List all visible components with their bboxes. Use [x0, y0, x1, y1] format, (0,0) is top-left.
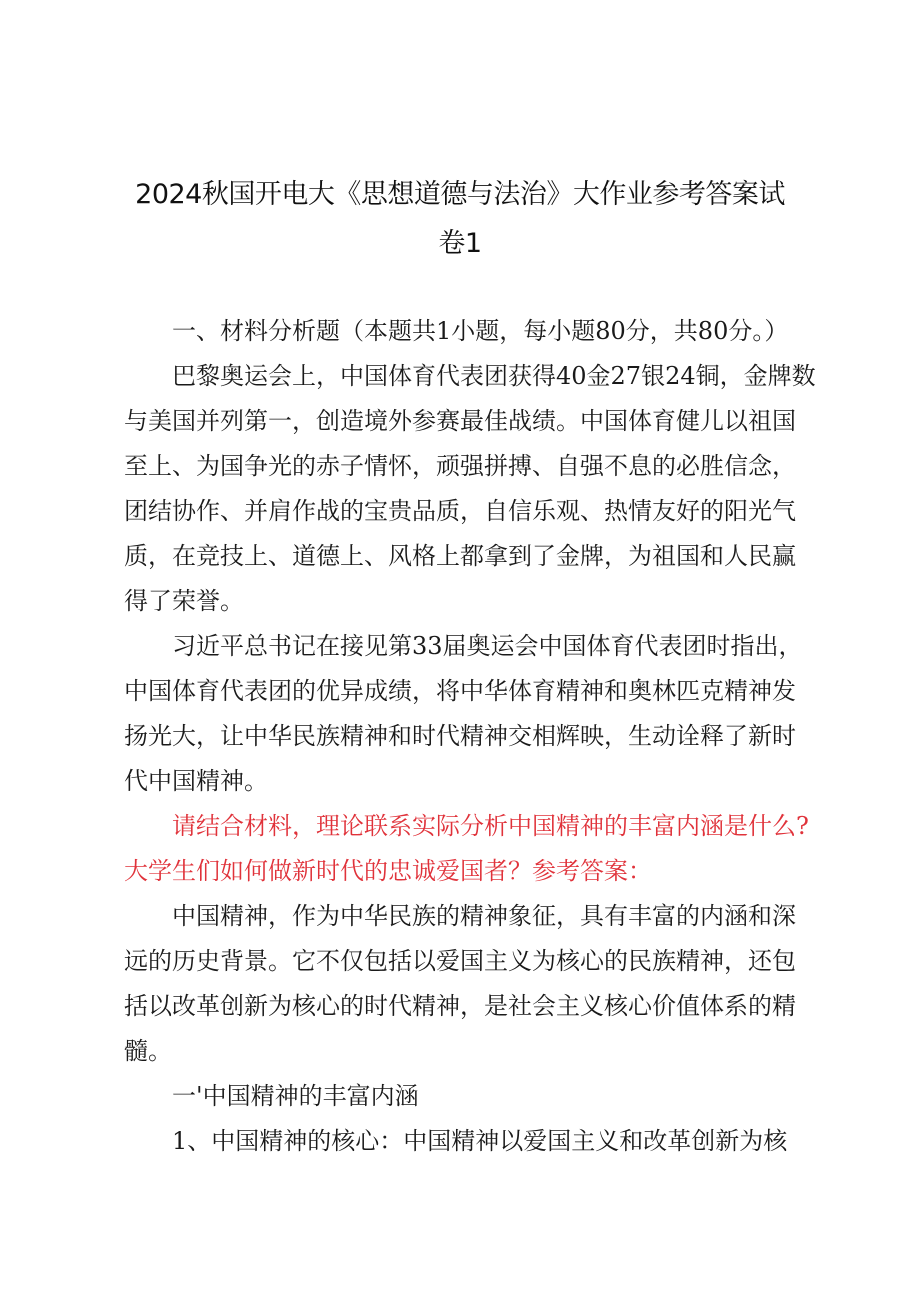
paragraph-line: 扬光大，让中华民族精神和时代精神交相辉映，生动诠释了新时 — [124, 722, 796, 750]
paragraph-line: 中国体育代表团的优异成绩，将中华体育精神和奥林匹克精神发 — [124, 677, 796, 705]
answer-line: 1、中国精神的核心：中国精神以爱国主义和改革创新为核 — [172, 1127, 788, 1155]
paragraph-line: 团结协作、并肩作战的宝贵品质，自信乐观、热情友好的阳光气 — [124, 497, 796, 525]
answer-line: 中国精神，作为中华民族的精神象征，具有丰富的内涵和深 — [172, 902, 796, 930]
document-title-line-2: 卷1 — [438, 228, 482, 259]
paragraph-line: 代中国精神。 — [124, 767, 268, 795]
question-line: 大学生们如何做新时代的忠诚爱国者？参考答案： — [124, 857, 652, 885]
section-heading: 一、材料分析题（本题共1小题，每小题80分，共80分。） — [172, 317, 789, 345]
subsection-heading: 一'中国精神的丰富内涵 — [172, 1082, 419, 1110]
paragraph-line: 质，在竞技上、道德上、风格上都拿到了金牌，为祖国和人民赢 — [124, 542, 796, 570]
paragraph-line: 至上、为国争光的赤子情怀，顽强拼搏、自强不息的必胜信念， — [124, 452, 796, 480]
answer-line: 远的历史背景。它不仅包括以爱国主义为核心的民族精神，还包 — [124, 947, 796, 975]
paragraph-line: 习近平总书记在接见第33届奥运会中国体育代表团时指出， — [172, 632, 803, 660]
paragraph-line: 得了荣誉。 — [124, 587, 244, 615]
document-title-line-1: 2024秋国开电大《思想道德与法治》大作业参考答案试 — [135, 179, 785, 210]
paragraph-line: 与美国并列第一，创造境外参赛最佳战绩。中国体育健儿以祖国 — [124, 407, 796, 435]
answer-line: 括以改革创新为核心的时代精神，是社会主义核心价值体系的精 — [124, 992, 796, 1020]
answer-line: 髓。 — [124, 1037, 172, 1065]
question-line: 请结合材料，理论联系实际分析中国精神的丰富内涵是什么? — [172, 812, 809, 840]
paragraph-line: 巴黎奥运会上，中国体育代表团获得40金27银24铜，金牌数 — [172, 362, 816, 390]
